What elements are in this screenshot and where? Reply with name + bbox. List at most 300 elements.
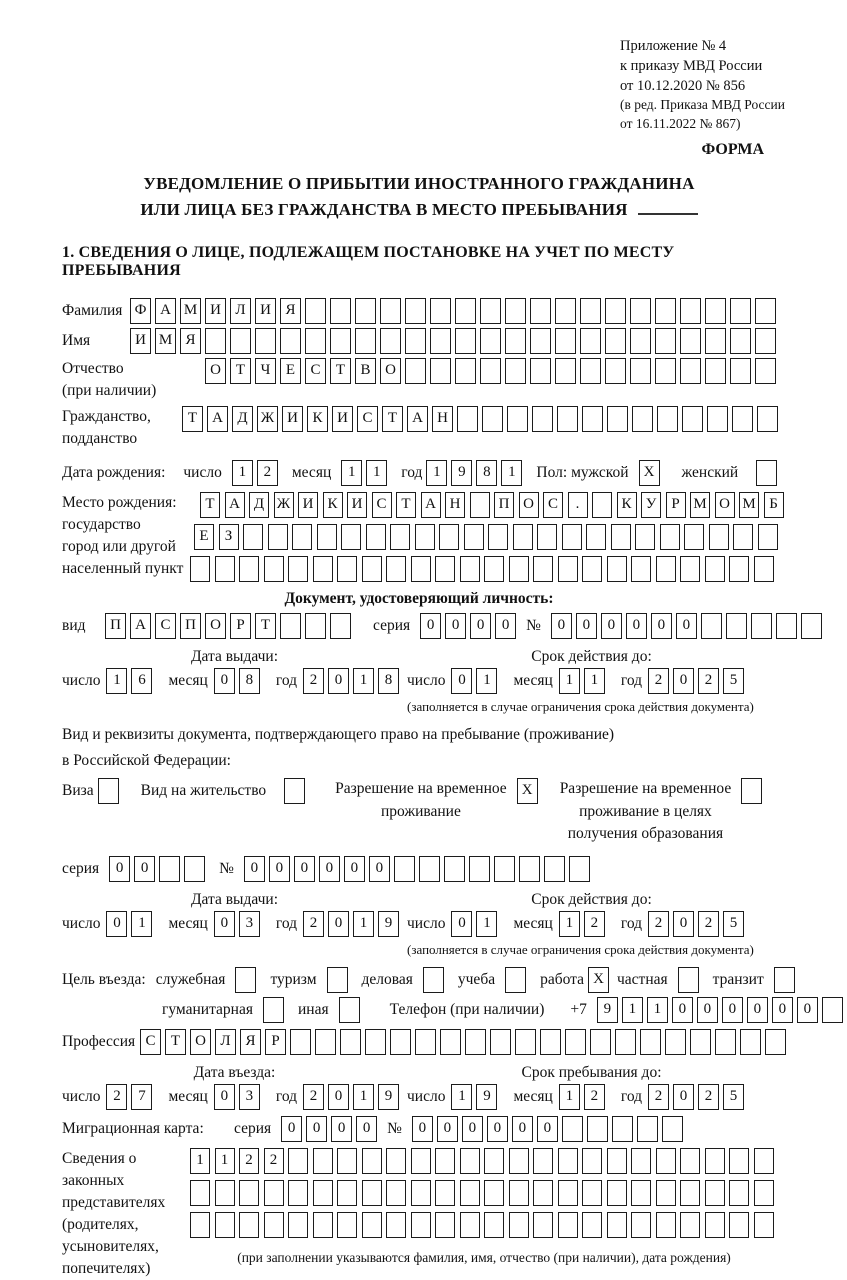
surname-grid[interactable] [130,298,780,324]
char-box[interactable] [580,358,601,384]
char-box[interactable] [288,1180,308,1206]
char-box[interactable] [505,358,526,384]
char-box[interactable] [586,524,606,550]
char-box[interactable] [755,328,776,354]
char-box[interactable] [754,1180,774,1206]
char-box[interactable] [558,1180,578,1206]
char-box[interactable]: Е [280,358,301,384]
char-box[interactable]: И [255,298,276,324]
checkbox-temp-permit[interactable] [517,778,542,804]
checkbox-other-purpose[interactable] [339,997,364,1023]
char-box[interactable]: 0 [673,668,694,694]
char-box[interactable] [386,1148,406,1174]
char-box[interactable] [215,1212,235,1238]
char-box[interactable] [705,556,725,582]
char-box[interactable] [801,613,822,639]
char-box[interactable] [631,1212,651,1238]
char-box[interactable]: О [715,492,735,518]
char-box[interactable]: Д [249,492,269,518]
char-box[interactable] [435,1180,455,1206]
checkbox-private[interactable] [678,967,703,993]
char-box[interactable] [362,1180,382,1206]
char-box[interactable] [822,997,843,1023]
char-box[interactable] [464,524,484,550]
char-box[interactable] [268,524,288,550]
checkbox-tourism[interactable] [327,967,352,993]
char-box[interactable] [239,1212,259,1238]
char-box[interactable]: 0 [244,856,265,882]
char-box[interactable] [239,556,259,582]
char-box[interactable]: Т [255,613,276,639]
char-box[interactable]: В [355,358,376,384]
char-box[interactable]: 0 [772,997,793,1023]
char-box[interactable] [605,358,626,384]
char-box[interactable]: 5 [723,668,744,694]
char-box[interactable]: 0 [673,1084,694,1110]
char-box[interactable]: С [372,492,392,518]
char-box[interactable] [705,328,726,354]
char-box[interactable]: О [519,492,539,518]
char-box[interactable] [513,524,533,550]
char-box[interactable] [730,328,751,354]
checkbox-visa[interactable] [98,778,123,804]
char-box[interactable]: 0 [369,856,390,882]
char-box[interactable]: X [639,460,660,486]
char-box[interactable] [330,328,351,354]
char-box[interactable] [607,406,628,432]
char-box[interactable]: Ж [274,492,294,518]
char-box[interactable]: А [130,613,151,639]
char-box[interactable] [757,406,778,432]
checkbox-business[interactable] [423,967,448,993]
char-box[interactable]: И [205,298,226,324]
char-box[interactable] [317,524,337,550]
char-box[interactable]: И [298,492,318,518]
char-box[interactable]: О [205,613,226,639]
char-box[interactable]: 0 [651,613,672,639]
checkbox-edu-permit[interactable] [741,778,766,804]
char-box[interactable]: 9 [378,911,399,937]
char-box[interactable]: М [690,492,710,518]
char-box[interactable]: 0 [697,997,718,1023]
char-box[interactable] [660,524,680,550]
char-box[interactable] [488,524,508,550]
char-box[interactable]: С [155,613,176,639]
char-box[interactable]: 9 [451,460,472,486]
char-box[interactable] [484,1180,504,1206]
char-box[interactable] [592,492,612,518]
char-box[interactable]: Т [382,406,403,432]
char-box[interactable] [313,1148,333,1174]
char-box[interactable]: Р [265,1029,286,1055]
char-box[interactable]: 3 [239,911,260,937]
char-box[interactable]: Л [230,298,251,324]
char-box[interactable] [555,298,576,324]
char-box[interactable] [380,298,401,324]
doc-kind-grid[interactable] [105,613,355,639]
representatives-grid-1[interactable] [190,1148,778,1174]
char-box[interactable]: 0 [306,1116,327,1142]
char-box[interactable] [362,1148,382,1174]
char-box[interactable] [469,856,490,882]
char-box[interactable] [655,358,676,384]
char-box[interactable] [615,1029,636,1055]
char-box[interactable] [480,358,501,384]
migration-series-grid[interactable] [281,1116,381,1142]
char-box[interactable] [470,492,490,518]
char-box[interactable] [460,556,480,582]
char-box[interactable] [284,778,305,804]
char-box[interactable] [365,1029,386,1055]
char-box[interactable] [205,328,226,354]
char-box[interactable]: 2 [584,1084,605,1110]
char-box[interactable] [215,556,235,582]
char-box[interactable] [656,1212,676,1238]
char-box[interactable]: 0 [673,911,694,937]
stay-until-month[interactable] [559,1084,609,1110]
char-box[interactable]: 0 [328,911,349,937]
char-box[interactable]: К [323,492,343,518]
char-box[interactable] [230,328,251,354]
char-box[interactable]: П [105,613,126,639]
char-box[interactable] [656,1148,676,1174]
char-box[interactable]: 0 [344,856,365,882]
checkbox-study[interactable] [505,967,530,993]
char-box[interactable]: 0 [319,856,340,882]
char-box[interactable] [557,406,578,432]
char-box[interactable]: А [155,298,176,324]
checkbox-residence-permit[interactable] [284,778,309,804]
char-box[interactable]: 0 [672,997,693,1023]
char-box[interactable] [530,358,551,384]
char-box[interactable]: 8 [239,668,260,694]
char-box[interactable]: 8 [476,460,497,486]
char-box[interactable] [755,298,776,324]
char-box[interactable] [533,1180,553,1206]
char-box[interactable]: 1 [647,997,668,1023]
entry-year[interactable] [303,1084,403,1110]
char-box[interactable] [605,328,626,354]
char-box[interactable] [558,1148,578,1174]
char-box[interactable] [313,556,333,582]
char-box[interactable]: 0 [281,1116,302,1142]
char-box[interactable] [515,1029,536,1055]
char-box[interactable] [435,1212,455,1238]
char-box[interactable]: 1 [190,1148,210,1174]
char-box[interactable] [313,1180,333,1206]
char-box[interactable]: 0 [495,613,516,639]
char-box[interactable] [655,298,676,324]
phone-grid[interactable] [597,997,847,1023]
entry-month[interactable] [214,1084,264,1110]
identity-issue-year[interactable] [303,668,403,694]
char-box[interactable] [680,298,701,324]
char-box[interactable] [741,778,762,804]
char-box[interactable]: Ч [255,358,276,384]
char-box[interactable] [733,524,753,550]
char-box[interactable] [490,1029,511,1055]
char-box[interactable]: 0 [109,856,130,882]
char-box[interactable] [305,328,326,354]
doc-number-grid[interactable] [551,613,826,639]
char-box[interactable]: А [225,492,245,518]
char-box[interactable]: 0 [551,613,572,639]
char-box[interactable]: 0 [331,1116,352,1142]
char-box[interactable] [460,1180,480,1206]
char-box[interactable]: 1 [353,668,374,694]
char-box[interactable]: 0 [626,613,647,639]
char-box[interactable] [423,967,444,993]
char-box[interactable]: 1 [622,997,643,1023]
char-box[interactable] [366,524,386,550]
char-box[interactable]: 0 [601,613,622,639]
doc-series-grid[interactable] [420,613,520,639]
char-box[interactable] [630,328,651,354]
char-box[interactable]: 1 [559,668,580,694]
char-box[interactable]: А [207,406,228,432]
char-box[interactable]: X [588,967,609,993]
char-box[interactable]: 1 [131,911,152,937]
migration-number-grid[interactable] [412,1116,687,1142]
char-box[interactable] [705,298,726,324]
char-box[interactable]: 5 [723,911,744,937]
char-box[interactable]: 0 [451,911,472,937]
char-box[interactable] [582,1180,602,1206]
char-box[interactable] [455,298,476,324]
char-box[interactable]: 2 [303,668,324,694]
char-box[interactable]: С [140,1029,161,1055]
char-box[interactable]: И [282,406,303,432]
char-box[interactable] [415,1029,436,1055]
char-box[interactable] [631,1180,651,1206]
char-box[interactable]: 1 [451,1084,472,1110]
char-box[interactable] [243,524,263,550]
char-box[interactable]: 2 [106,1084,127,1110]
char-box[interactable] [607,556,627,582]
char-box[interactable]: К [617,492,637,518]
char-box[interactable] [709,524,729,550]
char-box[interactable]: С [357,406,378,432]
char-box[interactable] [680,556,700,582]
checkbox-transit[interactable] [774,967,799,993]
char-box[interactable]: 2 [584,911,605,937]
char-box[interactable]: 8 [378,668,399,694]
char-box[interactable] [705,358,726,384]
char-box[interactable] [190,1180,210,1206]
char-box[interactable] [465,1029,486,1055]
char-box[interactable] [480,328,501,354]
char-box[interactable] [640,1029,661,1055]
char-box[interactable]: 1 [501,460,522,486]
char-box[interactable] [632,406,653,432]
char-box[interactable] [701,613,722,639]
char-box[interactable]: 0 [462,1116,483,1142]
char-box[interactable] [394,856,415,882]
identity-issue-day[interactable] [106,668,156,694]
char-box[interactable] [419,856,440,882]
char-box[interactable] [562,524,582,550]
char-box[interactable] [337,556,357,582]
stay-valid-day[interactable] [451,911,501,937]
char-box[interactable]: 0 [576,613,597,639]
char-box[interactable]: К [307,406,328,432]
char-box[interactable] [341,524,361,550]
char-box[interactable]: Ж [257,406,278,432]
char-box[interactable] [682,406,703,432]
char-box[interactable]: О [205,358,226,384]
char-box[interactable] [184,856,205,882]
char-box[interactable] [255,328,276,354]
char-box[interactable]: П [494,492,514,518]
char-box[interactable] [665,1029,686,1055]
char-box[interactable] [215,1180,235,1206]
char-box[interactable] [339,997,360,1023]
char-box[interactable] [611,524,631,550]
char-box[interactable] [415,524,435,550]
char-box[interactable]: 1 [559,1084,580,1110]
identity-issue-month[interactable] [214,668,264,694]
char-box[interactable] [655,328,676,354]
char-box[interactable] [680,1148,700,1174]
char-box[interactable] [305,298,326,324]
stay-valid-year[interactable] [648,911,748,937]
char-box[interactable] [774,967,795,993]
char-box[interactable] [390,1029,411,1055]
char-box[interactable]: 9 [378,1084,399,1110]
char-box[interactable] [482,406,503,432]
char-box[interactable]: О [190,1029,211,1055]
char-box[interactable] [755,358,776,384]
char-box[interactable]: 9 [597,997,618,1023]
char-box[interactable] [430,358,451,384]
char-box[interactable]: 2 [257,460,278,486]
char-box[interactable] [533,1212,553,1238]
char-box[interactable]: 0 [420,613,441,639]
char-box[interactable]: Т [200,492,220,518]
char-box[interactable] [505,328,526,354]
char-box[interactable] [631,556,651,582]
char-box[interactable] [405,358,426,384]
char-box[interactable]: Н [445,492,465,518]
char-box[interactable] [530,328,551,354]
char-box[interactable] [505,298,526,324]
char-box[interactable] [729,1180,749,1206]
entry-day[interactable] [106,1084,156,1110]
char-box[interactable] [457,406,478,432]
char-box[interactable] [715,1029,736,1055]
char-box[interactable] [656,556,676,582]
char-box[interactable] [264,556,284,582]
patronymic-grid[interactable] [205,358,780,384]
char-box[interactable] [290,1029,311,1055]
char-box[interactable] [555,358,576,384]
char-box[interactable] [587,1116,608,1142]
char-box[interactable]: 6 [131,668,152,694]
char-box[interactable] [435,1148,455,1174]
char-box[interactable]: 1 [559,911,580,937]
char-box[interactable] [705,1148,725,1174]
char-box[interactable]: С [543,492,563,518]
char-box[interactable] [729,556,749,582]
char-box[interactable] [405,298,426,324]
char-box[interactable]: 9 [476,1084,497,1110]
char-box[interactable] [380,328,401,354]
stay-valid-month[interactable] [559,911,609,937]
char-box[interactable]: И [347,492,367,518]
char-box[interactable] [505,967,526,993]
char-box[interactable]: 1 [232,460,253,486]
char-box[interactable]: 2 [698,911,719,937]
char-box[interactable]: 0 [214,668,235,694]
char-box[interactable]: 0 [328,1084,349,1110]
char-box[interactable]: Р [230,613,251,639]
char-box[interactable]: . [568,492,588,518]
char-box[interactable]: 1 [476,911,497,937]
char-box[interactable] [555,328,576,354]
char-box[interactable]: Д [232,406,253,432]
char-box[interactable] [509,556,529,582]
char-box[interactable]: 2 [303,1084,324,1110]
char-box[interactable] [765,1029,786,1055]
char-box[interactable] [532,406,553,432]
char-box[interactable] [732,406,753,432]
birthplace-grid-2[interactable] [194,524,788,550]
char-box[interactable]: 0 [294,856,315,882]
char-box[interactable] [411,556,431,582]
char-box[interactable] [776,613,797,639]
char-box[interactable]: Т [230,358,251,384]
char-box[interactable]: О [380,358,401,384]
char-box[interactable]: 0 [328,668,349,694]
char-box[interactable]: 1 [106,668,127,694]
char-box[interactable] [607,1180,627,1206]
char-box[interactable] [411,1180,431,1206]
char-box[interactable] [562,1116,583,1142]
char-box[interactable] [635,524,655,550]
char-box[interactable] [280,328,301,354]
char-box[interactable] [740,1029,761,1055]
firstname-grid[interactable] [130,328,780,354]
stay-until-year[interactable] [648,1084,748,1110]
checkbox-female[interactable] [756,460,781,486]
birthplace-grid-3[interactable] [190,556,788,582]
char-box[interactable]: А [421,492,441,518]
char-box[interactable] [386,1212,406,1238]
char-box[interactable] [355,298,376,324]
char-box[interactable]: 2 [239,1148,259,1174]
char-box[interactable] [327,967,348,993]
char-box[interactable] [533,556,553,582]
profession-grid[interactable] [140,1029,790,1055]
char-box[interactable]: 1 [353,1084,374,1110]
char-box[interactable] [580,298,601,324]
char-box[interactable] [288,1148,308,1174]
char-box[interactable]: И [332,406,353,432]
char-box[interactable]: Т [165,1029,186,1055]
char-box[interactable]: А [407,406,428,432]
char-box[interactable] [537,524,557,550]
char-box[interactable] [313,1212,333,1238]
char-box[interactable] [484,556,504,582]
char-box[interactable] [507,406,528,432]
identity-valid-month[interactable] [559,668,609,694]
char-box[interactable]: 1 [366,460,387,486]
char-box[interactable]: 0 [487,1116,508,1142]
char-box[interactable] [754,1148,774,1174]
stay-number-grid[interactable] [244,856,594,882]
char-box[interactable]: 0 [356,1116,377,1142]
char-box[interactable] [280,613,301,639]
